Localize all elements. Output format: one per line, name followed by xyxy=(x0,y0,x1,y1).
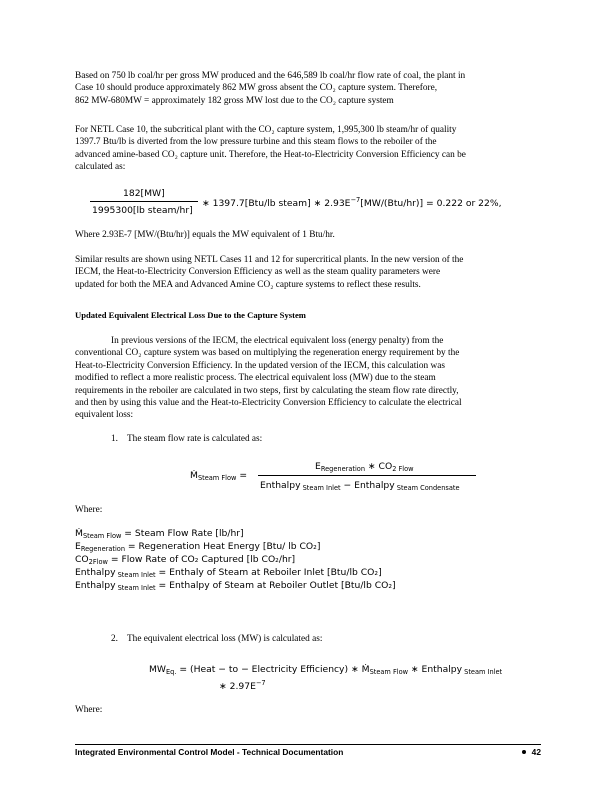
def-symbol: E xyxy=(75,541,81,552)
eq2-lhs-symbol: Ṁ xyxy=(190,470,198,481)
def-text: = Steam Flow Rate [lb/hr] xyxy=(121,528,244,539)
footer-title: Integrated Environmental Control Model - Technical Documentation xyxy=(75,747,344,757)
eq3-lhs-sub: Eq. xyxy=(166,668,177,676)
eq2-den-b-sub: Steam Condensate xyxy=(394,484,460,492)
text-line: IECM, the Heat-to-Electricity Conversion Efficiency as well as the steam quality parameters were xyxy=(75,267,441,278)
text-line: advanced amine-based CO₂ capture unit. Therefore, the Heat-to-Electricity Conversion Efficiency can be xyxy=(75,149,466,160)
eq1-fraction-bar xyxy=(90,201,198,202)
text-line: For NETL Case 10, the subcritical plant with the CO₂ capture system, 1,995,300 lb steam/hr of quality xyxy=(75,125,457,135)
text-line: updated for both the MEA and Advanced Amine CO₂ capture systems to reflect these results. xyxy=(75,279,421,290)
paragraph-mw-equivalent: Where 2.93E-7 [MW/(Btu/hr)] equals the MW equivalent of 1 Btu/hr. xyxy=(75,230,335,240)
list-item-step-1-text: The steam flow rate is calculated as: xyxy=(127,434,263,444)
eq2-lhs-sub: Steam Flow xyxy=(197,474,237,482)
text-line: requirements in the reboiler are calculated in two steps, first by calculating the steam flow rate directly, xyxy=(75,385,459,396)
text-line: Case 10 should produce approximately 862 MW gross absent the CO₂ capture system. Therefore, xyxy=(75,83,438,94)
def-symbol: Enthalpy xyxy=(75,567,116,578)
eq3-line2-exponent: −7 xyxy=(255,679,266,687)
eq3-mid: = (Heat − to − Electricity Efficiency) ∗ Ṁ xyxy=(176,664,370,675)
text-line: and then by using this value and the Heat-to-Electricity Conversion Efficiency to calculate the electrical xyxy=(75,398,462,409)
definition-enthalpy-outlet xyxy=(75,580,545,594)
paragraph-coal-rate xyxy=(75,70,541,107)
where-label: Where: xyxy=(75,505,103,515)
eq2-num-a: E xyxy=(315,461,321,472)
eq2-num-a-sub: Regeneration xyxy=(320,465,366,473)
eq1-denominator: 1995300[lb steam/hr] xyxy=(92,205,193,216)
eq2-fraction-bar xyxy=(258,475,476,476)
eq3-end-sub: Steam Inlet xyxy=(462,668,503,676)
eq2-num-b: ∗ CO xyxy=(365,461,393,472)
text-line: calculated as: xyxy=(75,162,126,173)
paragraph-similar-results xyxy=(75,254,541,291)
eq3-lhs: MW xyxy=(149,664,167,675)
text-line: Similar results are shown using NETL Cases 11 and 12 for supercritical plants. In the new version of the xyxy=(75,255,464,265)
eq1-rest-b: [MW/(Btu/hr)] = 0.222 or 22%, xyxy=(360,198,502,209)
def-sub: Regeneration xyxy=(80,545,126,553)
def-text: = Flow Rate of CO₂ Captured [lb CO₂/hr] xyxy=(107,554,296,565)
page-number xyxy=(522,747,541,757)
where-label-2: Where: xyxy=(75,705,103,715)
list-item-step-2-text: The equivalent electrical loss (MW) is calculated as: xyxy=(127,634,323,644)
text-line: conventional CO₂ capture system was based on multiplying the regeneration energy requirement by the xyxy=(75,348,460,359)
paragraph-previous-versions xyxy=(75,335,541,422)
eq2-den-b: − Enthalpy xyxy=(340,480,395,491)
eq2-num-b-sub: 2 Flow xyxy=(392,465,414,473)
def-symbol: CO xyxy=(75,554,89,565)
def-text: = Enthaly of Steam at Reboiler Inlet [Btu/lb CO₂] xyxy=(155,567,382,578)
text-line: Heat-to-Electricity Conversion Efficiency. In the updated version of the IECM, this calculation was xyxy=(75,360,445,371)
eq1-rest-a: ∗ 1397.7[Btu/lb steam] ∗ 2.93E xyxy=(202,198,351,209)
def-sub: Steam Flow xyxy=(82,532,122,540)
eq2-denominator xyxy=(260,480,460,492)
eq3-line2 xyxy=(219,679,266,692)
page-number-value: 42 xyxy=(531,747,541,757)
eq2-den-a: Enthalpy xyxy=(260,480,301,491)
def-sub: Steam Inlet xyxy=(115,571,156,579)
eq2-equals: = xyxy=(239,470,248,481)
def-sub: Steam Inlet xyxy=(115,584,156,592)
paragraph-netl-case10 xyxy=(75,124,541,174)
page-footer xyxy=(75,747,541,757)
list-item-step-2 xyxy=(111,634,118,644)
text-line: In previous versions of the IECM, the electrical equivalent loss (energy penalty) from the xyxy=(111,336,444,346)
list-number: 1. xyxy=(111,434,118,444)
footer-rule xyxy=(75,744,541,745)
eq1-numerator: 182[MW] xyxy=(123,188,165,199)
text-line: modified to reflect a more realistic process. The electrical equivalent loss (MW) due to the steam xyxy=(75,373,436,384)
text-line: Based on 750 lb coal/hr per gross MW produced and the 646,589 lb coal/hr flow rate of coal, the plant in xyxy=(75,71,466,81)
def-symbol: Enthalpy xyxy=(75,580,116,591)
eq3-end: ∗ Enthalpy xyxy=(408,664,463,675)
eq2-den-a-sub: Steam Inlet xyxy=(300,484,341,492)
def-sub: 2Flow xyxy=(88,558,108,566)
list-item-step-1 xyxy=(111,434,118,444)
eq1-rest xyxy=(202,196,502,209)
text-line: equivalent loss: xyxy=(75,410,134,421)
list-number: 2. xyxy=(111,634,118,644)
def-text: = Enthalpy of Steam at Reboiler Outlet [Btu/lb CO₂] xyxy=(155,580,396,591)
bullet-icon xyxy=(522,750,526,754)
eq3-line1 xyxy=(149,664,502,676)
section-heading: Updated Equivalent Electrical Loss Due to the Capture System xyxy=(75,310,306,320)
eq3-mid-sub: Steam Flow xyxy=(369,668,409,676)
eq3-line2-text: ∗ 2.97E xyxy=(219,681,256,692)
text-line: 862 MW-680MW = approximately 182 gross MW lost due to the CO₂ capture system xyxy=(75,95,394,106)
eq2-lhs xyxy=(190,470,247,482)
def-text: = Regeneration Heat Energy [Btu/ lb CO₂] xyxy=(125,541,321,552)
eq2-numerator xyxy=(315,461,414,473)
text-line: 1397.7 Btu/lb is diverted from the low pressure turbine and this steam flows to the reboiler of the xyxy=(75,137,437,148)
def-symbol: Ṁ xyxy=(75,528,83,539)
eq1-exponent: −7 xyxy=(350,196,361,204)
